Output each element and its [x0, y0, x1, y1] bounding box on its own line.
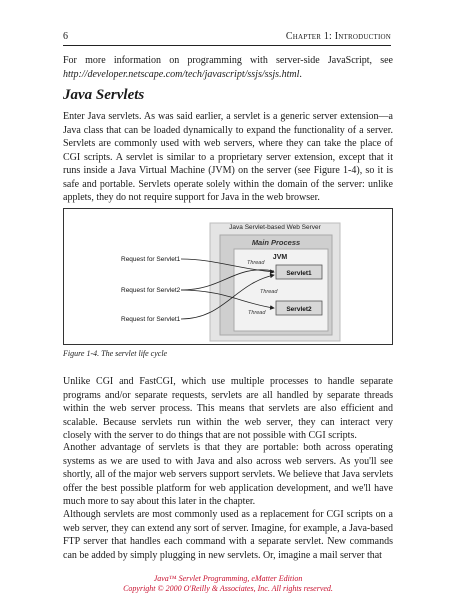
footer-copyright: Copyright © 2000 O'Reilly & Associates, Inc. All rights reserved.: [123, 584, 333, 593]
thread-label-3: Thread: [248, 310, 266, 316]
intro-text: For more information on programming with server-side JavaScript, see: [63, 55, 393, 66]
servlet-lifecycle-figure: [63, 208, 393, 345]
servlet2-label: Servlet2: [286, 306, 312, 313]
web-server-label: Java Servlet-based Web Server: [229, 224, 321, 231]
paragraph-4: Although servlets are most commonly used as a replacement for CGI scripts on a web server, they can extend any sort of server. Imagine, for example, a Java-based FTP server that handles each command with a separate servlet. New commands can be added by simply plugging in new servlets. Or, imagine a mail server that: [63, 509, 393, 561]
javascript-link[interactable]: http://developer.netscape.com/tech/javascript/ssjs/ssjs.html: [63, 68, 300, 80]
paragraph-1: Enter Java servlets. As was said earlier, a servlet is a generic server extension—a Java class that can be loaded dynamically to expand the functionality of a server. Servlets are commonly used with web servers, where they can take the place of CGI scripts. A servlet is similar to a proprietary server extension, except that it runs inside a Java Virtual Machine (JVM) on the server (see Figure 1-4), so it is safe and portable. Servlets operate solely within the domain of the server: unlike applets, they do not require support for Java in the web browser.: [63, 111, 393, 203]
header-rule: [63, 45, 391, 46]
main-process-label: Main Process: [251, 238, 301, 247]
thread-label-1: Thread: [247, 260, 265, 266]
jvm-label: JVM: [272, 254, 288, 261]
page-number: 6: [63, 31, 68, 42]
request-label-1: Request for Servlet1: [121, 256, 181, 263]
figure-caption: Figure 1-4. The servlet life cycle: [63, 349, 168, 358]
paragraph-2: Unlike CGI and FastCGI, which use multiple processes to handle separate programs and/or separate requests, servlets are all handled by separate threads within the web server process. This means that servlets are also efficient and scalable. Because servlets run within the web server, they can interact very closely with the server to do things that are not possible with CGI scripts.: [63, 376, 393, 441]
thread-label-2: Thread: [260, 289, 278, 295]
page-footer: [63, 574, 393, 594]
request-label-3: Request for Servlet1: [121, 316, 181, 323]
chapter-title: Chapter 1: Introduction: [285, 31, 391, 42]
running-header: [63, 30, 391, 44]
servlet1-label: Servlet1: [286, 270, 312, 277]
intro-text-end: .: [299, 68, 302, 80]
servlet-diagram: [64, 209, 394, 346]
footer-title: Java™ Servlet Programming, eMatter Edition: [153, 574, 303, 583]
request-label-2: Request for Servlet2: [121, 287, 181, 294]
intro-paragraph: [63, 54, 393, 81]
section-heading: Java Servlets: [63, 87, 145, 103]
paragraph-3: Another advantage of servlets is that they are portable: both across operating systems as we are used to with Java and also across web servers. As you'll see shortly, all of the major web servers support servlets. We believe that Java servlets offer the best possible platform for web application development, and we'll have much more to say about this later in the chapter.: [63, 442, 393, 507]
